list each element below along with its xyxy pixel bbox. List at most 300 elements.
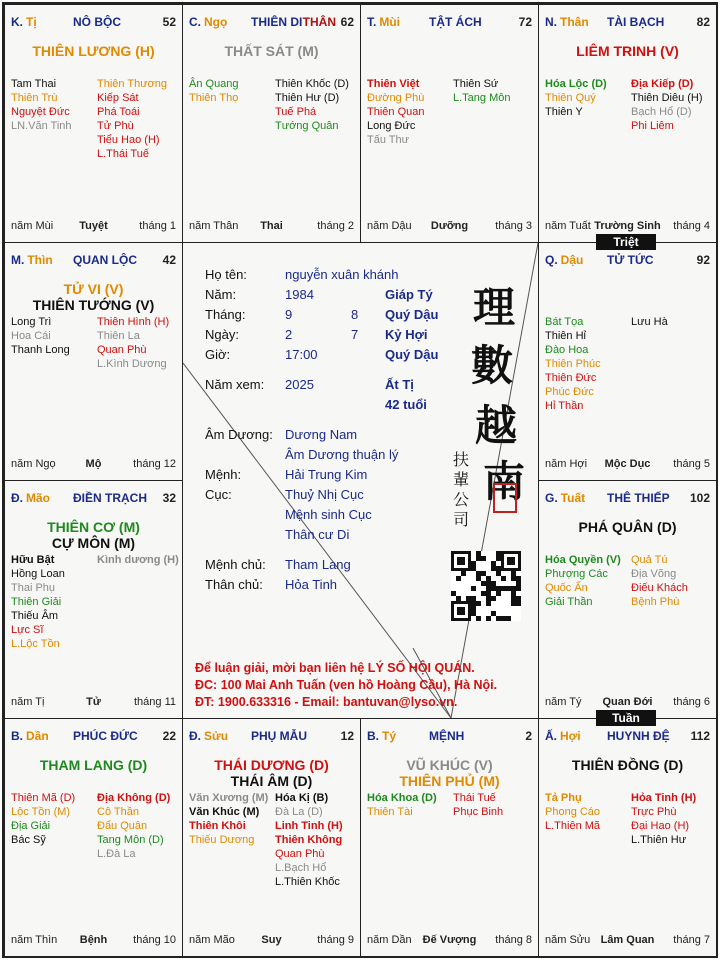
branch-stem: M. <box>11 253 25 267</box>
palace-cell[interactable] <box>538 480 717 719</box>
info-label: Năm xem: <box>205 377 265 392</box>
branch-name: Sửu <box>204 729 229 743</box>
star-item: Thiên Tài <box>367 806 413 818</box>
palace-footer <box>11 458 176 472</box>
star-item: L.Kình Dương <box>97 358 167 370</box>
palace-number: 32 <box>162 491 176 505</box>
footer-year: năm Tuất <box>545 220 591 232</box>
star-item: Giải Thần <box>545 596 593 608</box>
footer-year: năm Hợi <box>545 458 588 470</box>
palace-header <box>189 15 354 31</box>
star-item: L.Tang Môn <box>453 92 511 104</box>
info-canchi: Quý Dậu <box>385 347 439 362</box>
branch-stem: N. <box>545 15 557 29</box>
left-stars <box>545 77 607 119</box>
star-item: Địa Kiếp (D) <box>631 78 694 90</box>
info-label: Giờ: <box>205 347 231 362</box>
star-item: Thiên Hình (H) <box>97 316 170 328</box>
info-canchi: Giáp Tý <box>385 287 433 302</box>
palace-name: THÊ THIẾP <box>607 491 670 505</box>
triet-badge: Triệt <box>596 234 656 250</box>
left-stars <box>11 77 72 133</box>
branch-label <box>545 15 589 29</box>
footer-month: tháng 5 <box>673 458 710 470</box>
star-item: Tấu Thư <box>367 134 410 146</box>
star-item: Thai Phụ <box>11 582 56 594</box>
palace-footer <box>189 934 354 948</box>
left-stars <box>367 77 424 147</box>
palace-number: 22 <box>162 729 176 743</box>
footer-month: tháng 8 <box>495 934 532 946</box>
star-item: Thiên Trù <box>11 92 58 104</box>
info-value: Dương Nam <box>285 427 358 442</box>
info-label: Mệnh: <box>205 467 242 482</box>
star-item: Thiên Thương <box>97 78 168 90</box>
footer-month: tháng 7 <box>673 934 710 946</box>
info-value: Thuỷ Nhị Cục <box>285 487 364 502</box>
star-item: Hỏa Tinh (H) <box>631 792 697 804</box>
star-item: Hóa Khoa (D) <box>367 792 437 804</box>
branch-label <box>11 15 37 29</box>
palace-number: 92 <box>696 253 710 267</box>
star-item: Phượng Các <box>545 568 608 580</box>
palace-cell[interactable] <box>182 4 361 243</box>
info-value: Tham Lang <box>285 557 351 572</box>
palace-number: 2 <box>525 729 532 743</box>
star-item: Kình dương (H) <box>97 554 179 566</box>
main-star: PHÁ QUÂN (D) <box>578 519 677 535</box>
info-value: Hải Trung Kim <box>285 467 368 482</box>
right-stars <box>97 315 169 371</box>
palace-footer <box>545 934 710 948</box>
main-star: THÁI ÂM (D) <box>230 773 313 789</box>
star-item: Tử Phù <box>97 120 134 132</box>
star-item: Thiên Hỉ <box>545 330 586 342</box>
main-star: CỰ MÔN (M) <box>51 535 136 551</box>
star-item: Văn Xương (M) <box>189 792 269 804</box>
main-star: THIÊN CƠ (M) <box>47 519 140 535</box>
star-item: Đẩu Quân <box>97 820 148 832</box>
branch-name: Tị <box>26 15 37 29</box>
info-label: Họ tên: <box>205 267 247 282</box>
star-item: Phá Toái <box>97 106 140 118</box>
footer-stage: Thai <box>260 220 283 232</box>
star-item: L.Đà La <box>97 848 136 860</box>
footer-month: tháng 11 <box>133 696 176 708</box>
footer-stage: Suy <box>261 934 282 946</box>
branch-label <box>11 491 50 505</box>
palace-number: 82 <box>696 15 710 29</box>
palace-number: 42 <box>162 253 176 267</box>
star-item: Đà La (D) <box>275 806 323 818</box>
footer-stage: Lâm Quan <box>600 934 655 946</box>
qr-code[interactable] <box>451 551 521 621</box>
palace-header <box>545 729 710 745</box>
branch-name: Thìn <box>27 253 53 267</box>
right-stars <box>97 553 179 567</box>
branch-stem: Đ. <box>189 729 201 743</box>
star-item: Thiên Hư (D) <box>275 92 340 104</box>
palace-name: MỆNH <box>429 729 465 743</box>
left-stars <box>189 77 239 105</box>
palace-header <box>189 729 354 745</box>
info-canchi: Kỷ Hợi <box>385 327 428 342</box>
footer-month: tháng 1 <box>139 220 176 232</box>
star-item: Bát Tọa <box>545 316 584 328</box>
star-item: Tam Thai <box>11 78 57 90</box>
star-item: Đại Hao (H) <box>631 820 690 832</box>
star-item: L.Lộc Tồn <box>11 638 60 650</box>
star-item: Địa Giải <box>11 820 51 832</box>
right-stars <box>275 77 349 133</box>
info-value: Thân cư Di <box>285 527 350 542</box>
footer-year: năm Thân <box>189 220 239 232</box>
palace-header <box>367 15 532 31</box>
palace-number: 112 <box>690 729 710 743</box>
branch-stem: C. <box>189 15 201 29</box>
star-item: Long Đức <box>367 120 416 132</box>
palace-header <box>11 729 176 745</box>
palace-header <box>545 253 710 269</box>
star-item: L.Thiên Khốc <box>275 876 340 888</box>
star-item: Cô Thần <box>97 806 139 818</box>
footer-stage: Quan Đới <box>602 696 653 708</box>
right-stars <box>631 77 703 133</box>
company-char: 司 <box>453 510 470 529</box>
branch-name: Mão <box>26 491 50 505</box>
star-item: Thiếu Dương <box>189 834 255 846</box>
main-star: THÁI DƯƠNG (D) <box>214 757 329 773</box>
star-item: Bệnh Phù <box>631 596 680 608</box>
main-star: THIÊN TƯỚNG (V) <box>32 297 155 313</box>
right-stars <box>453 791 503 819</box>
info-label: Tháng: <box>205 307 246 322</box>
info-value: 17:00 <box>285 347 318 362</box>
right-stars <box>631 315 668 329</box>
main-star: THAM LANG (D) <box>39 757 148 773</box>
center-info <box>183 243 538 718</box>
star-item: Bác Sỹ <box>11 834 46 846</box>
branch-label <box>545 491 585 505</box>
branch-name: Dậu <box>560 253 584 267</box>
palace-number: 52 <box>162 15 176 29</box>
star-item: Thiên Không <box>275 834 343 846</box>
star-item: Thiên Đức <box>545 372 597 384</box>
footer-stage: Tuyệt <box>79 220 108 232</box>
info-value: Hỏa Tinh <box>285 577 338 592</box>
calligraphy-char: 越 <box>475 401 518 450</box>
palace-footer <box>189 220 354 234</box>
star-item: Thiên La <box>97 330 140 342</box>
star-item: Đào Hoa <box>545 344 589 356</box>
info-lunar: 8 <box>351 307 359 322</box>
star-item: Lộc Tồn (M) <box>11 806 71 818</box>
main-star: VŨ KHÚC (V) <box>406 757 493 773</box>
branch-label <box>11 729 49 743</box>
palace-cell[interactable] <box>4 480 183 719</box>
footer-year: năm Sửu <box>545 934 591 946</box>
red-seal-stamp <box>493 483 517 513</box>
info-label: Năm: <box>205 287 237 302</box>
palace-cell[interactable] <box>360 4 539 243</box>
branch-label <box>545 729 581 743</box>
main-star: THIÊN ĐỒNG (D) <box>571 757 684 773</box>
palace-cell[interactable] <box>4 4 183 243</box>
footer-year: năm Dần <box>367 934 412 946</box>
palace-cell[interactable] <box>4 718 183 957</box>
branch-label <box>11 253 53 267</box>
branch-name: Dần <box>26 729 49 743</box>
footer-month: tháng 3 <box>495 220 532 232</box>
star-item: Ân Quang <box>189 78 239 90</box>
branch-label <box>189 15 227 29</box>
branch-name: Mùi <box>379 15 401 29</box>
footer-stage: Bệnh <box>79 934 108 946</box>
palace-cell[interactable] <box>360 718 539 957</box>
star-item: Thiên Y <box>545 106 583 118</box>
star-item: L.Thiên Hư <box>631 834 687 846</box>
tuan-badge: Tuần <box>596 710 656 726</box>
star-item: Quả Tú <box>631 554 668 566</box>
star-item: Thiên Sứ <box>453 78 499 90</box>
info-value: nguyễn xuân khánh <box>285 267 399 282</box>
info-canchi: Ất Tị <box>385 377 414 392</box>
right-stars <box>97 77 167 161</box>
info-value: 2025 <box>285 377 314 392</box>
star-item: L.Bạch Hổ <box>275 862 327 874</box>
palace-header <box>367 729 532 745</box>
star-item: Thiên Quan <box>367 106 425 118</box>
star-item: Quan Phù <box>275 848 325 860</box>
star-item: LN.Văn Tinh <box>11 120 72 132</box>
star-item: Long Trì <box>11 316 52 328</box>
company-char: 輩 <box>453 470 470 489</box>
footer-month: tháng 4 <box>673 220 710 232</box>
star-item: Phong Cáo <box>545 806 601 818</box>
palace-footer <box>367 934 532 948</box>
palace-header <box>11 15 176 31</box>
footer-stage: Trường Sinh <box>594 220 661 232</box>
branch-stem: K. <box>11 15 23 29</box>
left-stars <box>545 553 621 609</box>
info-value: Mệnh sinh Cục <box>285 507 372 522</box>
info-value: 1984 <box>285 287 314 302</box>
calligraphy-char: 南 <box>483 457 526 506</box>
palace-header <box>545 491 710 507</box>
company-char: 扶 <box>453 450 470 469</box>
footer-year: năm Tị <box>11 696 45 708</box>
footer-stage: Tử <box>86 696 101 708</box>
palace-footer <box>545 696 710 710</box>
footer-year: năm Tý <box>545 696 582 708</box>
footer-month: tháng 6 <box>673 696 710 708</box>
palace-footer <box>11 220 176 234</box>
palace-header <box>545 15 710 31</box>
star-item: Tuế Phá <box>275 106 317 118</box>
palace-header <box>11 253 176 269</box>
branch-label <box>545 253 583 267</box>
branch-name: Hợi <box>560 729 581 743</box>
branch-stem: Đ. <box>11 491 23 505</box>
star-item: Lực Sĩ <box>11 624 44 636</box>
star-item: Tả Phụ <box>545 792 582 804</box>
star-item: Thiên Diêu (H) <box>631 92 703 104</box>
main-star: THIÊN LƯƠNG (H) <box>32 43 155 59</box>
palace-name: QUAN LỘC <box>73 253 137 267</box>
main-star: LIÊM TRINH (V) <box>576 43 679 59</box>
info-canchi: Quý Dậu <box>385 307 439 322</box>
palace-number: 62 <box>340 15 354 29</box>
footer-year: năm Ngọ <box>11 458 56 470</box>
left-stars <box>11 315 70 357</box>
chart-board <box>2 2 718 958</box>
star-item: Tướng Quân <box>275 120 339 132</box>
info-label: Cục: <box>205 487 232 502</box>
footer-stage: Mộ <box>85 458 102 470</box>
footer-year: năm Dậu <box>367 220 412 232</box>
footer-year: năm Thìn <box>11 934 58 946</box>
contact-line: Để luận giải, mời bạn liên hệ LÝ SỐ HỘI QUÁN. <box>195 661 475 675</box>
star-item: Phi Liêm <box>631 120 674 132</box>
palace-footer <box>545 458 710 472</box>
star-item: L.Thiên Mã <box>545 820 601 832</box>
branch-stem: Ấ. <box>545 729 557 743</box>
branch-stem: Q. <box>545 253 558 267</box>
info-value: Âm Dương thuận lý <box>285 447 399 462</box>
branch-label <box>189 729 228 743</box>
palace-name: PHÚC ĐỨC <box>73 729 138 743</box>
calligraphy-char: 數 <box>471 341 514 390</box>
star-item: Thiên Khốc (D) <box>275 78 349 90</box>
star-item: Thiếu Âm <box>11 610 59 622</box>
star-item: Tang Môn (D) <box>97 834 164 846</box>
footer-stage: Mộc Dục <box>604 458 651 470</box>
star-item: Thiên Việt <box>367 78 420 90</box>
palace-cell[interactable] <box>538 718 717 957</box>
palace-name: ĐIỀN TRẠCH <box>73 491 147 505</box>
footer-month: tháng 10 <box>133 934 176 946</box>
palace-number: 12 <box>340 729 354 743</box>
palace-name: TÀI BẠCH <box>607 15 665 29</box>
right-stars <box>631 791 696 847</box>
star-item: Thiên Mã (D) <box>11 792 76 804</box>
footer-month: tháng 12 <box>133 458 176 470</box>
footer-stage: Đế Vượng <box>422 934 477 946</box>
footer-month: tháng 9 <box>317 934 354 946</box>
star-item: Kiếp Sát <box>97 92 139 104</box>
branch-stem: B. <box>11 729 23 743</box>
info-canchi: 42 tuổi <box>385 397 427 412</box>
star-item: Linh Tinh (H) <box>275 820 343 832</box>
palace-number: 102 <box>689 491 710 505</box>
palace-footer <box>545 220 710 234</box>
star-item: Nguyệt Đức <box>11 106 70 118</box>
footer-year: năm Mão <box>189 934 235 946</box>
star-item: L.Thái Tuế <box>97 148 149 160</box>
palace-footer <box>11 696 176 710</box>
left-stars <box>545 315 601 413</box>
branch-name: Tý <box>382 729 397 743</box>
star-item: Quan Phù <box>97 344 147 356</box>
branch-stem: B. <box>367 729 379 743</box>
star-item: Địa Không (D) <box>97 792 171 804</box>
star-item: Thiên Giải <box>11 596 62 608</box>
branch-stem: T. <box>367 15 377 29</box>
left-stars <box>367 791 437 819</box>
star-item: Hồng Loan <box>11 568 65 580</box>
left-stars <box>11 553 65 651</box>
star-item: Thái Tuế <box>453 792 496 804</box>
star-item: Thiên Thọ <box>189 92 239 104</box>
palace-cell[interactable] <box>538 242 717 481</box>
left-stars <box>189 791 268 847</box>
branch-name: Ngọ <box>204 15 228 29</box>
branch-stem: G. <box>545 491 558 505</box>
branch-label <box>367 15 400 29</box>
info-label: Mệnh chủ: <box>205 557 266 572</box>
star-item: Phúc Đức <box>545 386 594 398</box>
palace-footer <box>11 934 176 948</box>
star-item: Địa Võng <box>631 568 677 580</box>
footer-stage: Dưỡng <box>430 220 469 232</box>
palace-cell[interactable] <box>538 4 717 243</box>
palace-cell[interactable] <box>4 242 183 481</box>
star-item: Bạch Hổ (D) <box>631 106 692 118</box>
palace-header <box>11 491 176 507</box>
right-stars <box>275 791 343 889</box>
right-stars <box>631 553 688 609</box>
palace-name: HUYNH ĐỆ <box>607 729 670 743</box>
star-item: Hoa Cái <box>11 330 51 342</box>
info-lunar: 7 <box>351 327 359 342</box>
branch-name: Thân <box>560 15 589 29</box>
info-value: 9 <box>285 307 293 322</box>
palace-footer <box>367 220 532 234</box>
star-item: Trực Phù <box>631 806 677 818</box>
contact-line: ĐC: 100 Mai Anh Tuấn (ven hồ Hoàng Cầu), Hà Nội. <box>195 678 498 692</box>
info-label: Ngày: <box>205 327 239 342</box>
star-item: Phục Binh <box>453 806 504 818</box>
footer-year: năm Mùi <box>11 220 54 232</box>
left-stars <box>11 791 75 847</box>
star-item: Thiên Quý <box>545 92 596 104</box>
company-char: 公 <box>453 490 470 509</box>
star-item: Thanh Long <box>11 344 70 356</box>
palace-name: TỬ TỨC <box>607 253 654 267</box>
calligraphy-char: 理 <box>473 283 516 332</box>
main-star: THẤT SÁT (M) <box>224 43 319 59</box>
star-item: Hóa Kị (B) <box>275 792 329 804</box>
left-stars <box>545 791 600 833</box>
palace-name: THIÊN DI <box>251 15 303 29</box>
palace-name: PHỤ MẪU <box>251 729 307 743</box>
main-star: TỬ VI (V) <box>63 281 124 297</box>
star-item: Điếu Khách <box>631 582 688 594</box>
info-value: 2 <box>285 327 293 342</box>
right-stars <box>97 791 170 861</box>
main-star: THIÊN PHỦ (M) <box>399 773 500 789</box>
right-stars <box>453 77 510 105</box>
star-item: Quốc Ấn <box>545 582 588 594</box>
star-item: Thiên Phúc <box>545 358 601 370</box>
star-item: Hỉ Thần <box>545 400 584 412</box>
palace-name: TẬT ÁCH <box>429 15 482 29</box>
star-item: Hóa Lộc (D) <box>545 78 607 90</box>
palace-cell[interactable] <box>182 718 361 957</box>
star-item: Đường Phù <box>367 92 425 104</box>
than-tag: THÂN <box>302 15 336 29</box>
info-label: Thân chủ: <box>205 577 263 592</box>
